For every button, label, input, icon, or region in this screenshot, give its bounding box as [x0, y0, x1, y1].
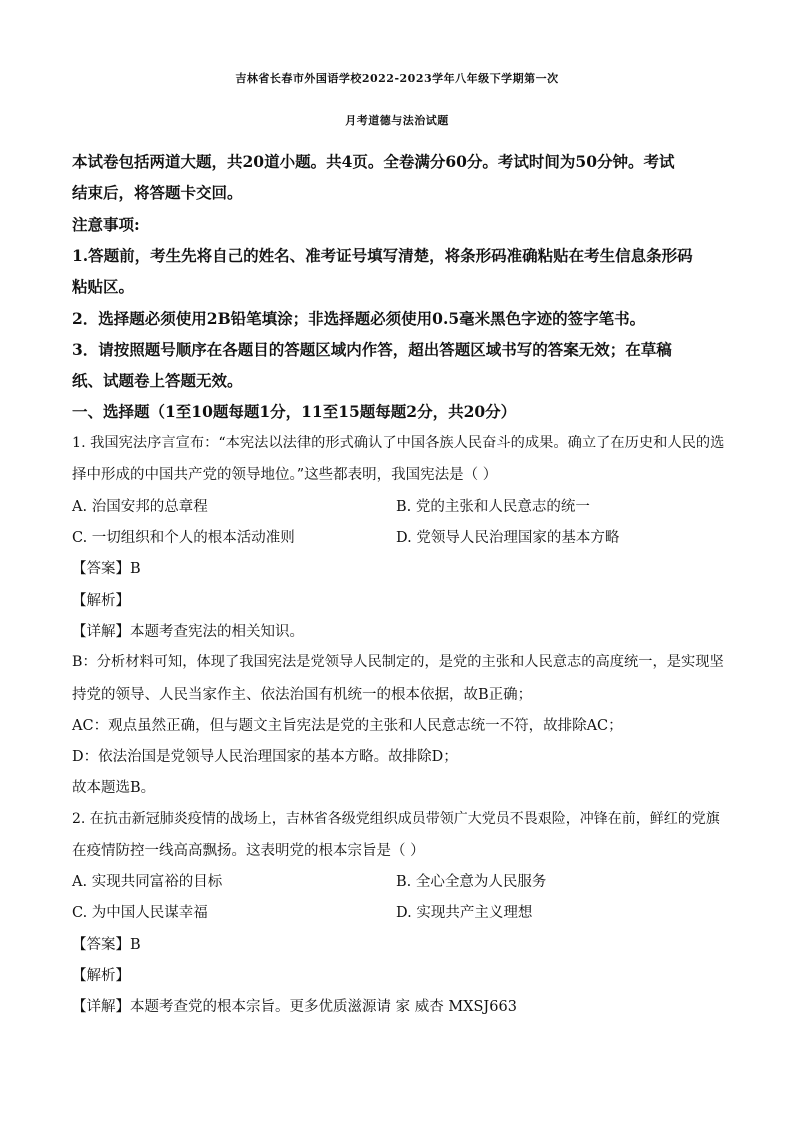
- q2-option-b: B. 全心全意为人民服务: [396, 874, 547, 890]
- q2-stem-line1: 2. 在抗击新冠肺炎疫情的战场上，吉林省各级党组织成员带领广大党员不畏艰险，冲锋在前，鲜红的党旗: [72, 811, 720, 827]
- q2-option-a: A. 实现共同富裕的目标: [72, 874, 223, 890]
- notice-item2: 2．选择题必须使用2B铅笔填涂；非选择题必须使用0.5毫米黑色字迹的签字笔书。: [72, 309, 646, 328]
- notice-heading: 注意事项:: [72, 215, 140, 234]
- q1-stem-line1: 1. 我国宪法序言宣布：“本宪法以法律的形式确认了中国各族人民奋斗的成果。确立了在历史和人民的选: [72, 435, 725, 451]
- q1-answer: 【答案】B: [72, 561, 141, 577]
- q1-option-c: C. 一切组织和个人的根本活动准则: [72, 530, 295, 546]
- notice-item3-line1: 3．请按照题号顺序在各题目的答题区域内作答，超出答题区域书写的答案无效；在草稿: [72, 340, 672, 359]
- q2-option-d: D. 实现共产主义理想: [396, 905, 533, 921]
- document-title-line1: 吉林省长春市外国语学校2022-2023学年八年级下学期第一次: [235, 72, 559, 85]
- q1-explanation1-line1: B：分析材料可知，体现了我国宪法是党领导人民制定的，是党的主张和人民意志的高度统一，是实现坚: [72, 654, 724, 670]
- q2-detail: 【详解】本题考查党的根本宗旨。更多优质滋源请 家 威杏 MXSJ663: [72, 999, 517, 1015]
- q1-explanation3: D：依法治国是党领导人民治理国家的基本方略。故排除D；: [72, 749, 458, 765]
- q1-stem-line2: 择中形成的中国共产党的领导地位。”这些都表明，我国宪法是（ ）: [72, 467, 498, 483]
- q2-stem-line2: 在疫情防控一线高高飘扬。这表明党的根本宗旨是（ ）: [72, 843, 425, 859]
- notice-item3-line2: 纸、试题卷上答题无效。: [72, 371, 243, 390]
- q1-detail: 【详解】本题考查宪法的相关知识。: [72, 624, 304, 640]
- q2-answer: 【答案】B: [72, 937, 141, 953]
- section1-heading: 一、选择题（1至10题每题1分，11至15题每题2分，共20分）: [72, 402, 517, 421]
- q1-explanation1-line2: 持党的领导、人民当家作主、依法治国有机统一的根本依据，故B正确；: [72, 687, 533, 703]
- intro-line1: 本试卷包括两道大题，共20道小题。共4页。全卷满分60分。考试时间为50分钟。考试: [72, 152, 675, 171]
- q1-analysis-label: 【解析】: [72, 593, 130, 609]
- document-title-line2: 月考道德与法治试题: [345, 114, 449, 127]
- q2-option-c: C. 为中国人民谋幸福: [72, 905, 208, 921]
- notice-item1-line1: 1.答题前，考生先将自己的姓名、准考证号填写清楚，将条形码准确粘贴在考生信息条形码: [72, 246, 693, 265]
- intro-line2: 结束后，将答题卡交回。: [72, 183, 243, 202]
- notice-item1-line2: 粘贴区。: [72, 277, 135, 296]
- q1-option-d: D. 党领导人民治理国家的基本方略: [396, 530, 620, 546]
- q1-option-a: A. 治国安邦的总章程: [72, 499, 208, 515]
- q1-explanation2: AC：观点虽然正确，但与题文主旨宪法是党的主张和人民意志统一不符，故排除AC；: [72, 718, 623, 734]
- q2-analysis-label: 【解析】: [72, 968, 130, 984]
- q1-conclusion: 故本题选B。: [72, 780, 156, 796]
- q1-option-b: B. 党的主张和人民意志的统一: [396, 499, 590, 515]
